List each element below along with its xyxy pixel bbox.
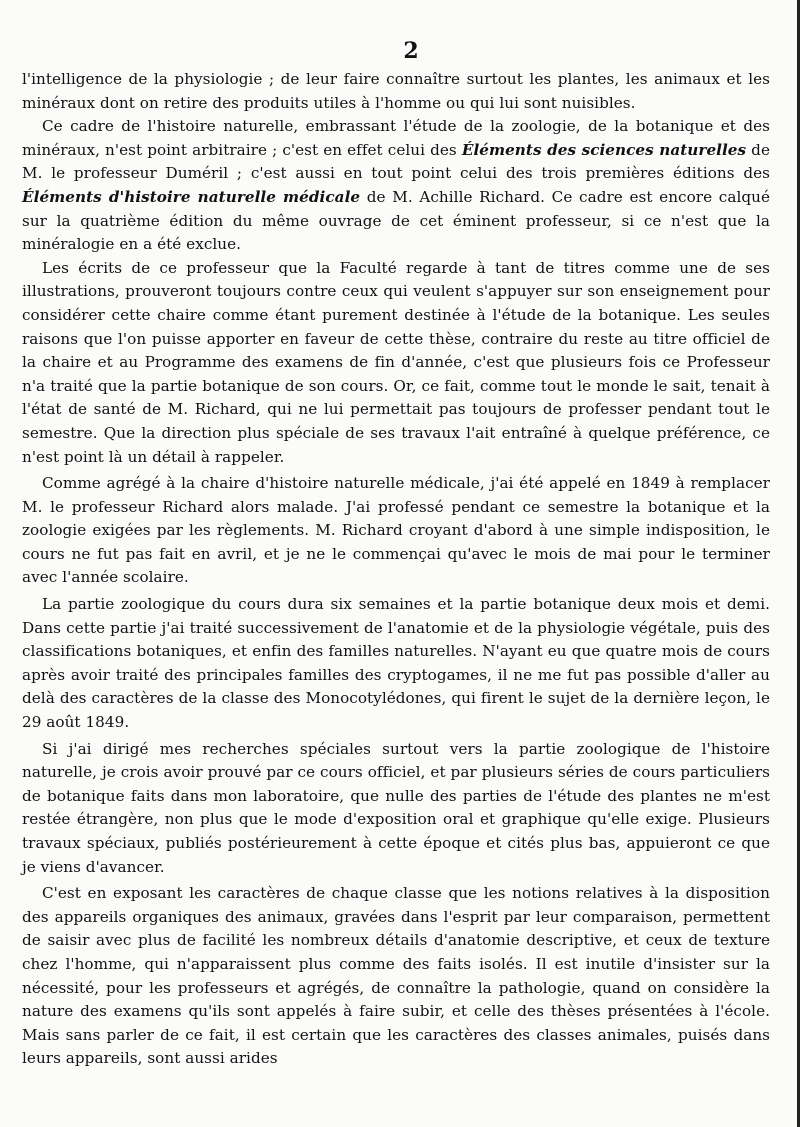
paragraph bbox=[22, 68, 770, 115]
paragraph bbox=[22, 882, 770, 1071]
paragraph bbox=[22, 738, 770, 880]
body-text bbox=[22, 68, 770, 1071]
paragraph bbox=[22, 472, 770, 590]
text-run: Les écrits de ce professeur que la Faculté regarde à tant de titres comme une de ses illustrations, prouveront toujours contre ceux qui veulent s'appuyer sur son enseignement pour considérer cette chaire comme étant purement destinée à l'étude de la botanique. Les seules raisons que l'on puisse apporter en faveur de cette thèse, contraire du reste au titre officiel de la chaire et au Programme des examens de fin d'année, c'est que plusieurs fois ce Professeur n'a traité que la partie botanique de son cours. Or, ce fait, comme tout le monde le sait, tenait à l'état de santé de M. Richard, qui ne lui permettait pas toujours de professer pendant tout le semestre. Que la direction plus spéciale de ses travaux l'ait entraîné à quelque préférence, ce n'est point là un détail à rappeler. bbox=[22, 258, 770, 466]
text-run: Ce cadre de l'histoire naturelle, embrassant l'étude de la zoologie, de la botanique et des minéraux, n'est point arbitraire ; c'est en effet celui des bbox=[22, 117, 770, 159]
text-run: de M. Achille Richard. Ce cadre est encore calqué sur la quatrième édition du même ouvrage de cet éminent professeur, si ce n'est que la minéralogie en a été exclue. bbox=[22, 187, 770, 254]
paragraph bbox=[22, 257, 770, 469]
text-run: Si j'ai dirigé mes recherches spéciales surtout vers la partie zoologique de l'histoire naturelle, je crois avoir prouvé par ce cours officiel, et par plusieurs séries de cours particuliers de botanique faits dans mon laboratoire, que nulle des parties de l'étude des plantes ne m'est restée étrangère, non plus que le mode d'exposition oral et graphique qu'elle exige. Plusieurs travaux spéciaux, publiés postérieurement à cette époque et cités plus bas, appuieront ce que je viens d'avancer. bbox=[22, 739, 770, 876]
page-number: 2 bbox=[403, 38, 419, 64]
paragraph bbox=[22, 593, 770, 735]
text-run: l'intelligence de la physiologie ; de leur faire connaître surtout les plantes, les animaux et les minéraux dont on retire des produits utiles à l'homme ou qui lui sont nuisibles. bbox=[22, 70, 770, 112]
text-run: Comme agrégé à la chaire d'histoire naturelle médicale, j'ai été appelé en 1849 à remplacer M. le professeur Richard alors malade. J'ai professé pendant ce semestre la botanique et la zoologie exigées par les règlements. M. Richard croyant d'abord à une simple indisposition, le cours ne fut pas fait en avril, et je ne le commençai qu'avec le mois de mai pour le terminer avec l'année scolaire. bbox=[22, 474, 770, 587]
text-run: La partie zoologique du cours dura six semaines et la partie botanique deux mois et demi. Dans cette partie j'ai traité successivement de l'anatomie et de la physiologie végétale, puis des classifications botaniques, et enfin des familles naturelles. N'ayant eu que quatre mois de cours après avoir traité des principales familles des cryptogames, il ne me fut pas possible d'aller au delà des caractères de la classe des Monocotylédones, qui firent le sujet de la dernière leçon, le 29 août 1849. bbox=[22, 595, 770, 732]
text-run: C'est en exposant les caractères de chaque classe que les notions relatives à la disposition des appareils organiques des animaux, gravées dans l'esprit par leur comparaison, permettent de saisir avec plus de facilité les nombreux détails d'anatomie descriptive, et ceux de texture chez l'homme, qui n'apparaissent plus comme des faits isolés. Il est inutile d'insister sur la nécessité, pour les professeurs et agrégés, de connaître la pathologie, quand on considère la nature des examens qu'ils sont appelés à faire subir, et celle des thèses présentées à l'école. Mais sans parler de ce fait, il est certain que les caractères des classes animales, puisés dans leurs appareils, sont aussi arides bbox=[22, 884, 770, 1068]
paragraph bbox=[22, 115, 770, 257]
work-title: Éléments d'histoire naturelle médicale bbox=[22, 187, 361, 206]
text-run: de M. le professeur Duméril ; c'est aussi en tout point celui des trois premières éditions des bbox=[22, 140, 770, 183]
work-title: Éléments des sciences naturelles bbox=[461, 140, 747, 159]
